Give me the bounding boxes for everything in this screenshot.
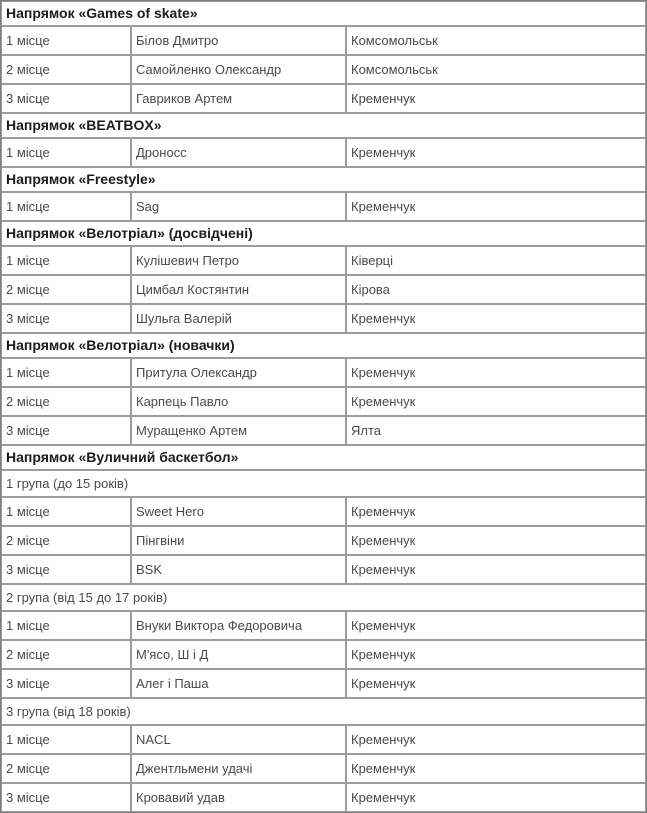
place-cell: 3 місце xyxy=(1,669,131,698)
city-cell: Кременчук xyxy=(346,138,646,167)
result-row xyxy=(1,725,646,754)
city-cell: Ялта xyxy=(346,416,646,445)
section-row xyxy=(1,445,646,470)
name-cell: NACL xyxy=(131,725,346,754)
place-cell: 2 місце xyxy=(1,526,131,555)
place-cell: 2 місце xyxy=(1,275,131,304)
section-row xyxy=(1,1,646,26)
place-cell: 1 місце xyxy=(1,246,131,275)
place-cell: 1 місце xyxy=(1,497,131,526)
result-row xyxy=(1,783,646,812)
city-cell: Кременчук xyxy=(346,640,646,669)
place-cell: 3 місце xyxy=(1,84,131,113)
name-cell: Шульга Валерій xyxy=(131,304,346,333)
group-row xyxy=(1,470,646,497)
name-cell: Притула Олександр xyxy=(131,358,346,387)
results-table-body xyxy=(1,1,646,812)
place-cell: 2 місце xyxy=(1,55,131,84)
name-cell: Самойленко Олександр xyxy=(131,55,346,84)
city-cell: Кременчук xyxy=(346,387,646,416)
result-row xyxy=(1,26,646,55)
section-header-label: Напрямок «Вуличний баскетбол» xyxy=(1,445,646,470)
result-row xyxy=(1,416,646,445)
name-cell: Sag xyxy=(131,192,346,221)
place-cell: 2 місце xyxy=(1,387,131,416)
city-cell: Кременчук xyxy=(346,725,646,754)
name-cell: М'ясо, Ш і Д xyxy=(131,640,346,669)
result-row xyxy=(1,84,646,113)
city-cell: Кременчук xyxy=(346,783,646,812)
city-cell: Кременчук xyxy=(346,555,646,584)
result-row xyxy=(1,497,646,526)
place-cell: 1 місце xyxy=(1,611,131,640)
result-row xyxy=(1,138,646,167)
city-cell: Кірова xyxy=(346,275,646,304)
section-row xyxy=(1,113,646,138)
name-cell: Муращенко Артем xyxy=(131,416,346,445)
name-cell: Внуки Виктора Федоровича xyxy=(131,611,346,640)
city-cell: Комсомольськ xyxy=(346,55,646,84)
city-cell: Кременчук xyxy=(346,526,646,555)
place-cell: 1 місце xyxy=(1,725,131,754)
city-cell: Кременчук xyxy=(346,304,646,333)
place-cell: 1 місце xyxy=(1,358,131,387)
name-cell: Карпець Павло xyxy=(131,387,346,416)
section-row xyxy=(1,167,646,192)
name-cell: Білов Дмитро xyxy=(131,26,346,55)
city-cell: Кременчук xyxy=(346,497,646,526)
result-row xyxy=(1,611,646,640)
city-cell: Ківерці xyxy=(346,246,646,275)
result-row xyxy=(1,754,646,783)
section-header-label: Напрямок «Велотріал» (досвідчені) xyxy=(1,221,646,246)
group-row xyxy=(1,584,646,611)
place-cell: 1 місце xyxy=(1,26,131,55)
city-cell: Кременчук xyxy=(346,358,646,387)
city-cell: Кременчук xyxy=(346,669,646,698)
group-row xyxy=(1,698,646,725)
result-row xyxy=(1,387,646,416)
result-row xyxy=(1,192,646,221)
result-row xyxy=(1,275,646,304)
section-header-label: Напрямок «Freestyle» xyxy=(1,167,646,192)
name-cell: Цимбал Костянтин xyxy=(131,275,346,304)
section-header-label: Напрямок «Велотріал» (новачки) xyxy=(1,333,646,358)
name-cell: Кровавий удав xyxy=(131,783,346,812)
place-cell: 3 місце xyxy=(1,555,131,584)
city-cell: Кременчук xyxy=(346,754,646,783)
name-cell: Sweet Hero xyxy=(131,497,346,526)
city-cell: Кременчук xyxy=(346,192,646,221)
result-row xyxy=(1,526,646,555)
name-cell: Алег і Паша xyxy=(131,669,346,698)
result-row xyxy=(1,246,646,275)
place-cell: 2 місце xyxy=(1,640,131,669)
place-cell: 3 місце xyxy=(1,304,131,333)
result-row xyxy=(1,55,646,84)
name-cell: Гавриков Артем xyxy=(131,84,346,113)
section-row xyxy=(1,221,646,246)
city-cell: Кременчук xyxy=(346,611,646,640)
name-cell: BSK xyxy=(131,555,346,584)
group-header-label: 1 група (до 15 років) xyxy=(1,470,646,497)
section-header-label: Напрямок «Games of skate» xyxy=(1,1,646,26)
place-cell: 3 місце xyxy=(1,416,131,445)
place-cell: 2 місце xyxy=(1,754,131,783)
place-cell: 1 місце xyxy=(1,138,131,167)
city-cell: Комсомольськ xyxy=(346,26,646,55)
name-cell: Пінгвіни xyxy=(131,526,346,555)
name-cell: Дроносс xyxy=(131,138,346,167)
result-row xyxy=(1,555,646,584)
city-cell: Кременчук xyxy=(346,84,646,113)
result-row xyxy=(1,640,646,669)
name-cell: Джентльмени удачі xyxy=(131,754,346,783)
group-header-label: 3 група (від 18 років) xyxy=(1,698,646,725)
place-cell: 3 місце xyxy=(1,783,131,812)
place-cell: 1 місце xyxy=(1,192,131,221)
section-row xyxy=(1,333,646,358)
section-header-label: Напрямок «BEATBOX» xyxy=(1,113,646,138)
result-row xyxy=(1,304,646,333)
result-row xyxy=(1,358,646,387)
name-cell: Кулішевич Петро xyxy=(131,246,346,275)
result-row xyxy=(1,669,646,698)
group-header-label: 2 група (від 15 до 17 років) xyxy=(1,584,646,611)
